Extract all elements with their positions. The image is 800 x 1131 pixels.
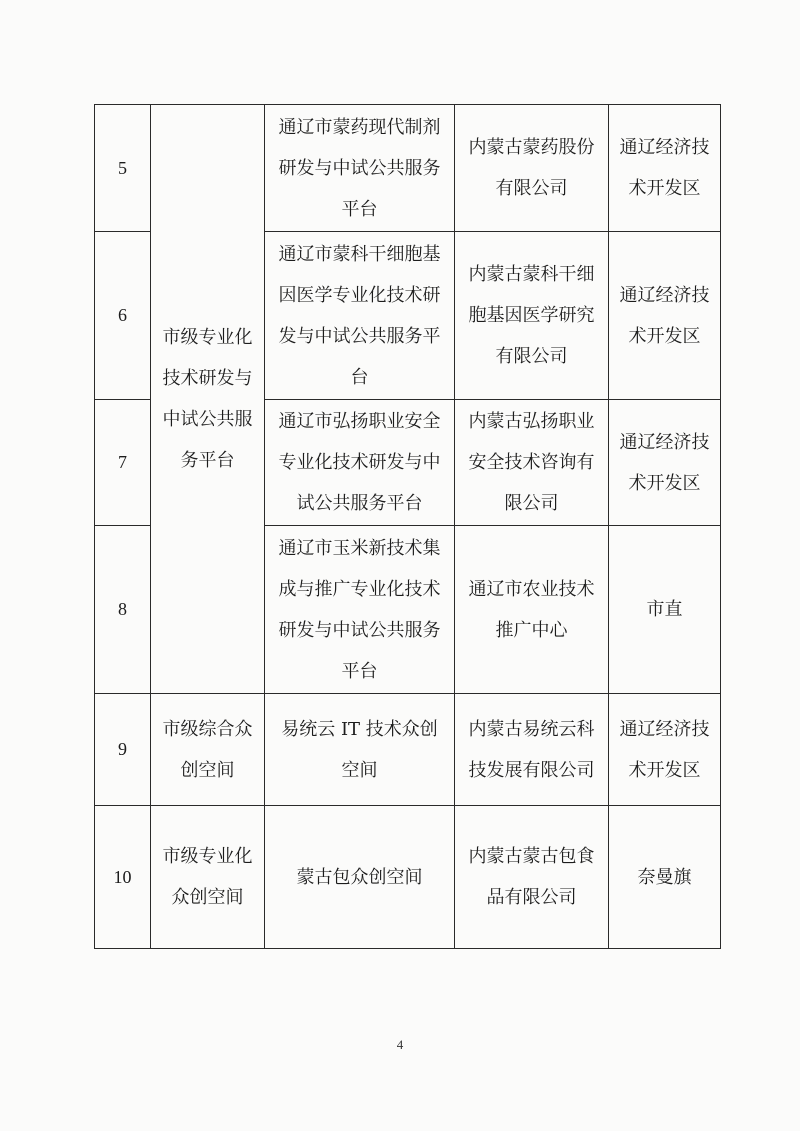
organization-name: 内蒙古蒙科干细胞基因医学研究有限公司 (455, 232, 609, 400)
platform-table (94, 104, 721, 949)
table-row (95, 105, 721, 232)
row-index: 5 (95, 105, 151, 232)
region-name: 通辽经济技术开发区 (609, 232, 721, 400)
category-cell: 市级专业化技术研发与中试公共服务平台 (151, 105, 265, 694)
organization-name: 内蒙古弘扬职业安全技术咨询有限公司 (455, 400, 609, 526)
region-name: 市直 (609, 526, 721, 694)
platform-name: 易统云 IT 技术众创空间 (265, 694, 455, 806)
region-name: 奈曼旗 (609, 806, 721, 949)
region-name: 通辽经济技术开发区 (609, 105, 721, 232)
row-index: 6 (95, 232, 151, 400)
table-row (95, 694, 721, 806)
platform-name: 通辽市弘扬职业安全专业化技术研发与中试公共服务平台 (265, 400, 455, 526)
row-index: 7 (95, 400, 151, 526)
row-index: 10 (95, 806, 151, 949)
table-row (95, 806, 721, 949)
region-name: 通辽经济技术开发区 (609, 400, 721, 526)
platform-name: 通辽市蒙科干细胞基因医学专业化技术研发与中试公共服务平台 (265, 232, 455, 400)
page-number: 4 (396, 1037, 404, 1052)
platform-name: 通辽市玉米新技术集成与推广专业化技术研发与中试公共服务平台 (265, 526, 455, 694)
region-name: 通辽经济技术开发区 (609, 694, 721, 806)
platform-name: 通辽市蒙药现代制剂研发与中试公共服务平台 (265, 105, 455, 232)
category-cell: 市级综合众创空间 (151, 694, 265, 806)
row-index: 9 (95, 694, 151, 806)
organization-name: 内蒙古蒙药股份有限公司 (455, 105, 609, 232)
category-cell: 市级专业化众创空间 (151, 806, 265, 949)
row-index: 8 (95, 526, 151, 694)
platform-name: 蒙古包众创空间 (265, 806, 455, 949)
organization-name: 通辽市农业技术推广中心 (455, 526, 609, 694)
organization-name: 内蒙古蒙古包食品有限公司 (455, 806, 609, 949)
organization-name: 内蒙古易统云科技发展有限公司 (455, 694, 609, 806)
